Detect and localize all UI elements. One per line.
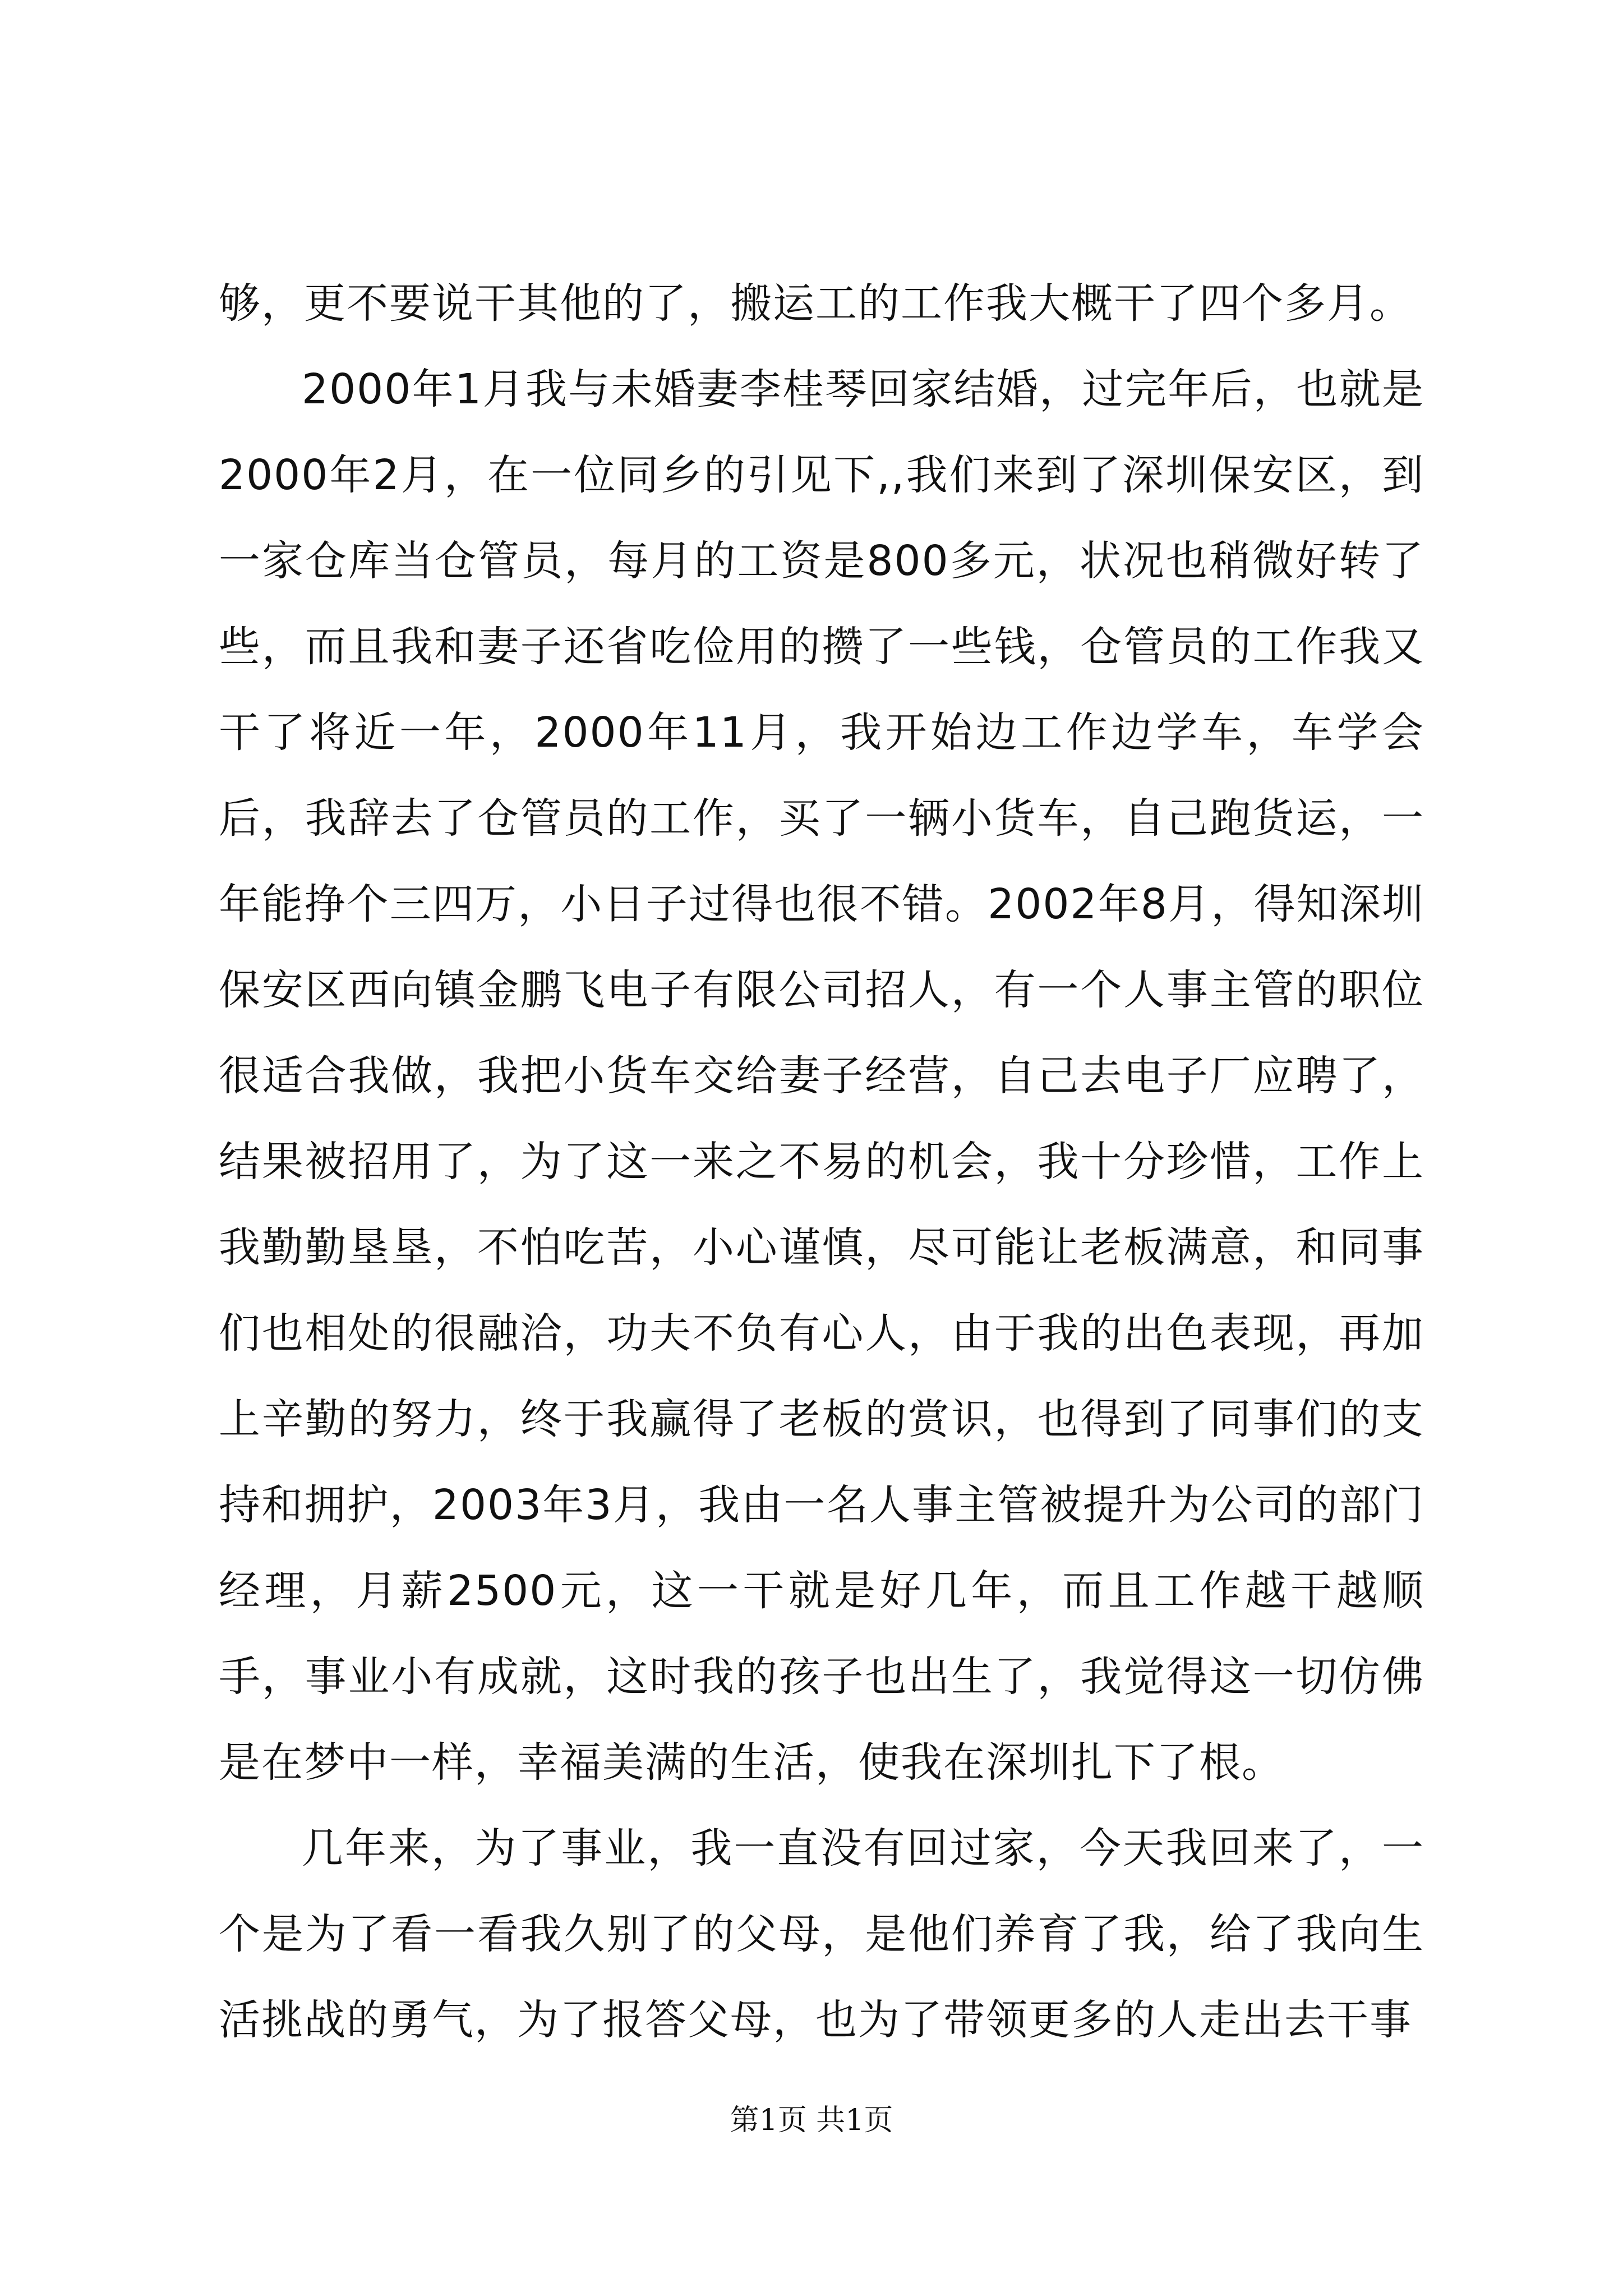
page-footer: 第1页 共1页	[730, 2104, 893, 2137]
paragraph-2: 2000年1月我与未婚妻李桂琴回家结婚，过完年后，也就是2000年2月，在一位同乡的引见下,,我们来到了深圳保安区，到一家仓库当仓管员，每月的工资是800多元，状况也稍微好转了些，而且我和妻子还省吃俭用的攒了一些钱，仓管员的工作我又干了将近一年，2000年11月，我开始边工作边学车，车学会后，我辞去了仓管员的工作，买了一辆小货车，自己跑货运，一年能挣个三四万，小日子过得也很不错。2002年8月，得知深圳保安区西向镇金鹏飞电子有限公司招人，有一个人事主管的职位很适合我做，我把小货车交给妻子经营，自己去电子厂应聘了，结果被招用了，为了这一来之不易的机会，我十分珍惜，工作上我勤勤垦垦，不怕吃苦，小心谨慎，尽可能让老板满意，和同事们也相处的很融洽，功夫不负有心人，由于我的出色表现，再加上辛勤的努力，终于我赢得了老板的赏识，也得到了同事们的支持和拥护，2003年3月，我由一名人事主管被提升为公司的部门经理，月薪2500元，这一干就是好几年，而且工作越干越顺手，事业小有成就，这时我的孩子也出生了，我觉得这一切仿佛是在梦中一样，幸福美满的生活，使我在深圳扎下了根。	[219, 365, 1424, 1787]
paragraph-1: 够，更不要说干其他的了，搬运工的工作我大概干了四个多月。	[219, 279, 1412, 328]
paragraph-3: 几年来，为了事业，我一直没有回过家，今天我回来了，一个是为了看一看我久别了的父母，是他们养育了我，给了我向生活挑战的勇气，为了报答父母，也为了带领更多的人走出去干事	[219, 1824, 1424, 2044]
document-body	[219, 261, 1424, 2063]
